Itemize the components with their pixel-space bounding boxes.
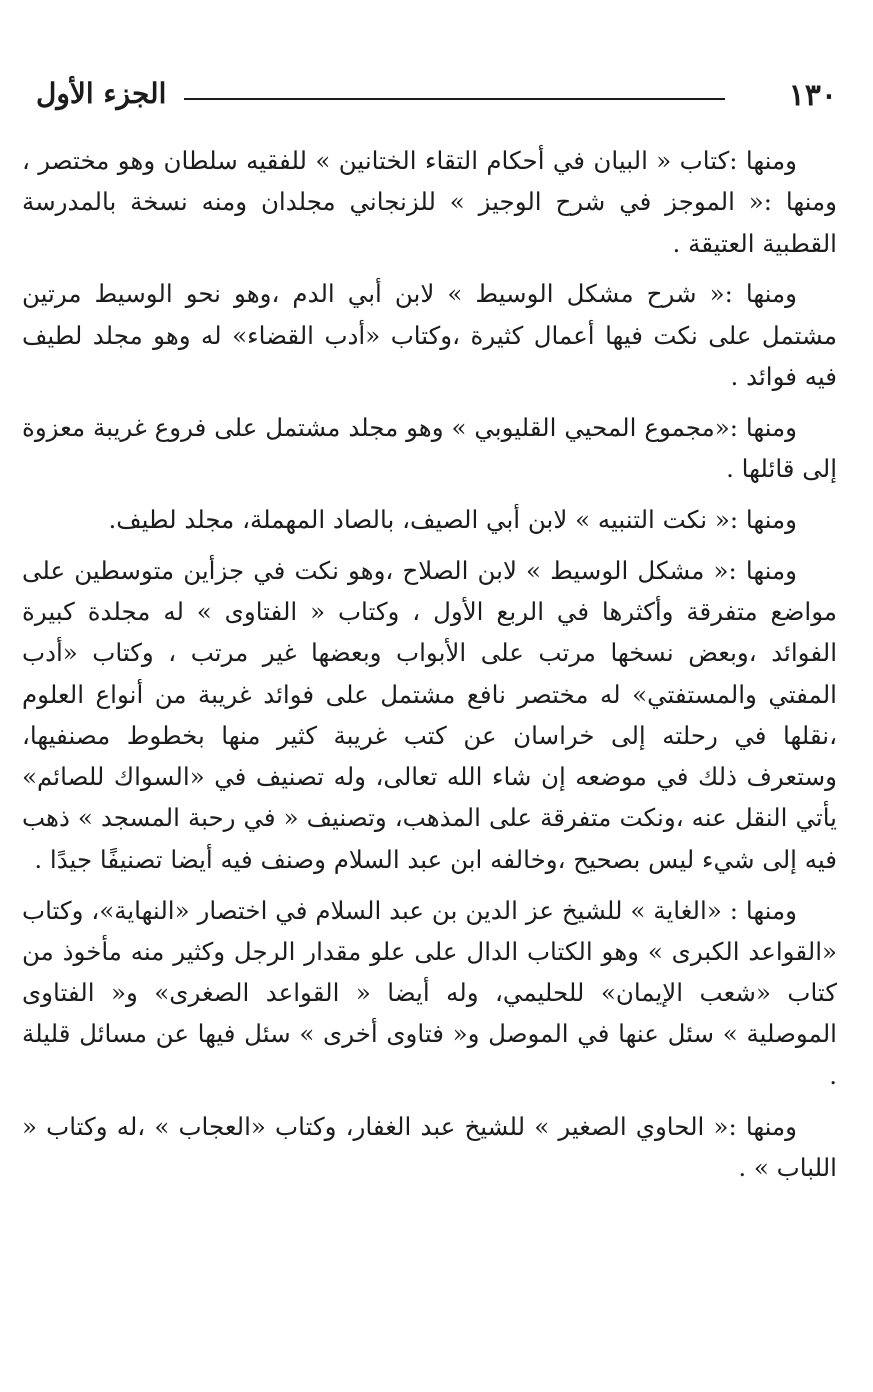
paragraph: ومنها :«مجموع المحيي القليوبي » وهو مجلد مشتمل على فروع غريبة معزوة إلى قائلها . — [22, 412, 837, 484]
paragraph: ومنها :« شرح مشكل الوسيط » لابن أبي الدم ،وهو نحو الوسيط مرتين مشتمل على نكت فيها أعمال كثيرة ،وكتاب «أدب القضاء» له وهو مجلد لطيف فيه فوائد . — [22, 279, 837, 391]
paragraph: ومنها :« الحاوي الصغير » للشيخ عبد الغفار، وكتاب «العجاب » ،له وكتاب « اللباب » . — [22, 1111, 837, 1182]
paragraph: ومنها :« نكت التنبيه » لابن أبي الصيف، بالصاد المهملة، مجلد لطيف. — [108, 504, 797, 534]
paragraph: ومنها :كتاب « البيان في أحكام التقاء الختانين » للفقيه سلطان وهو مختصر ، ومنها :« الموجز في شرح الوجيز » للزنجاني مجلدان ومنه نسخة بالمدرسة القطبية العتيقة . — [22, 146, 837, 258]
paragraph: ومنها :« مشكل الوسيط » لابن الصلاح ،وهو نكت في جزأين متوسطين على مواضع متفرقة وأكثرها في الربع الأول ، وكتاب « الفتاوى » له مجلدة كبيرة الفوائد ،وبعض نسخها مرتب على الأبواب وبعضها غير مرتب ، وكتاب «أدب المفتي والمستفتي» له مختصر نافع مشتمل على فوائد غريبة من أنواع العلوم ،نقلها في رحلته إلى خراسان عن كتب غريبة كثير منها بخطوط مصنفيها، وستعرف ذلك في موضعه إن شاء الله تعالى، وله تصنيف في «السواك للصائم» يأتي النقل عنه ،ونكت متفرقة على المذهب، وتصنيف « في رحبة المسجد » ذهب فيه إلى شيء ليس بصحيح ،وخالفه ابن عبد السلام وصنف فيه أيضا تصنيفًا جيدًا . — [22, 555, 837, 874]
page-header — [36, 70, 837, 120]
paragraph: ومنها : «الغاية » للشيخ عز الدين بن عبد السلام في اختصار «النهاية»، وكتاب «القواعد الكبرى » وهو الكتاب الدال على علو مقدار الرجل وكثير منه مأخوذ من كتاب «شعب الإيمان» للحليمي، وله أيضا « القواعد الصغرى» و« الفتاوى الموصلية » سئل عنها في الموصل و« فتاوى أخرى » سئل فيها عن مسائل قليلة . — [22, 895, 837, 1090]
header-rule — [184, 98, 725, 100]
body-text — [22, 140, 837, 1198]
page-number: ١٣٠ — [788, 78, 837, 113]
running-title: الجزء الأول — [36, 77, 167, 110]
